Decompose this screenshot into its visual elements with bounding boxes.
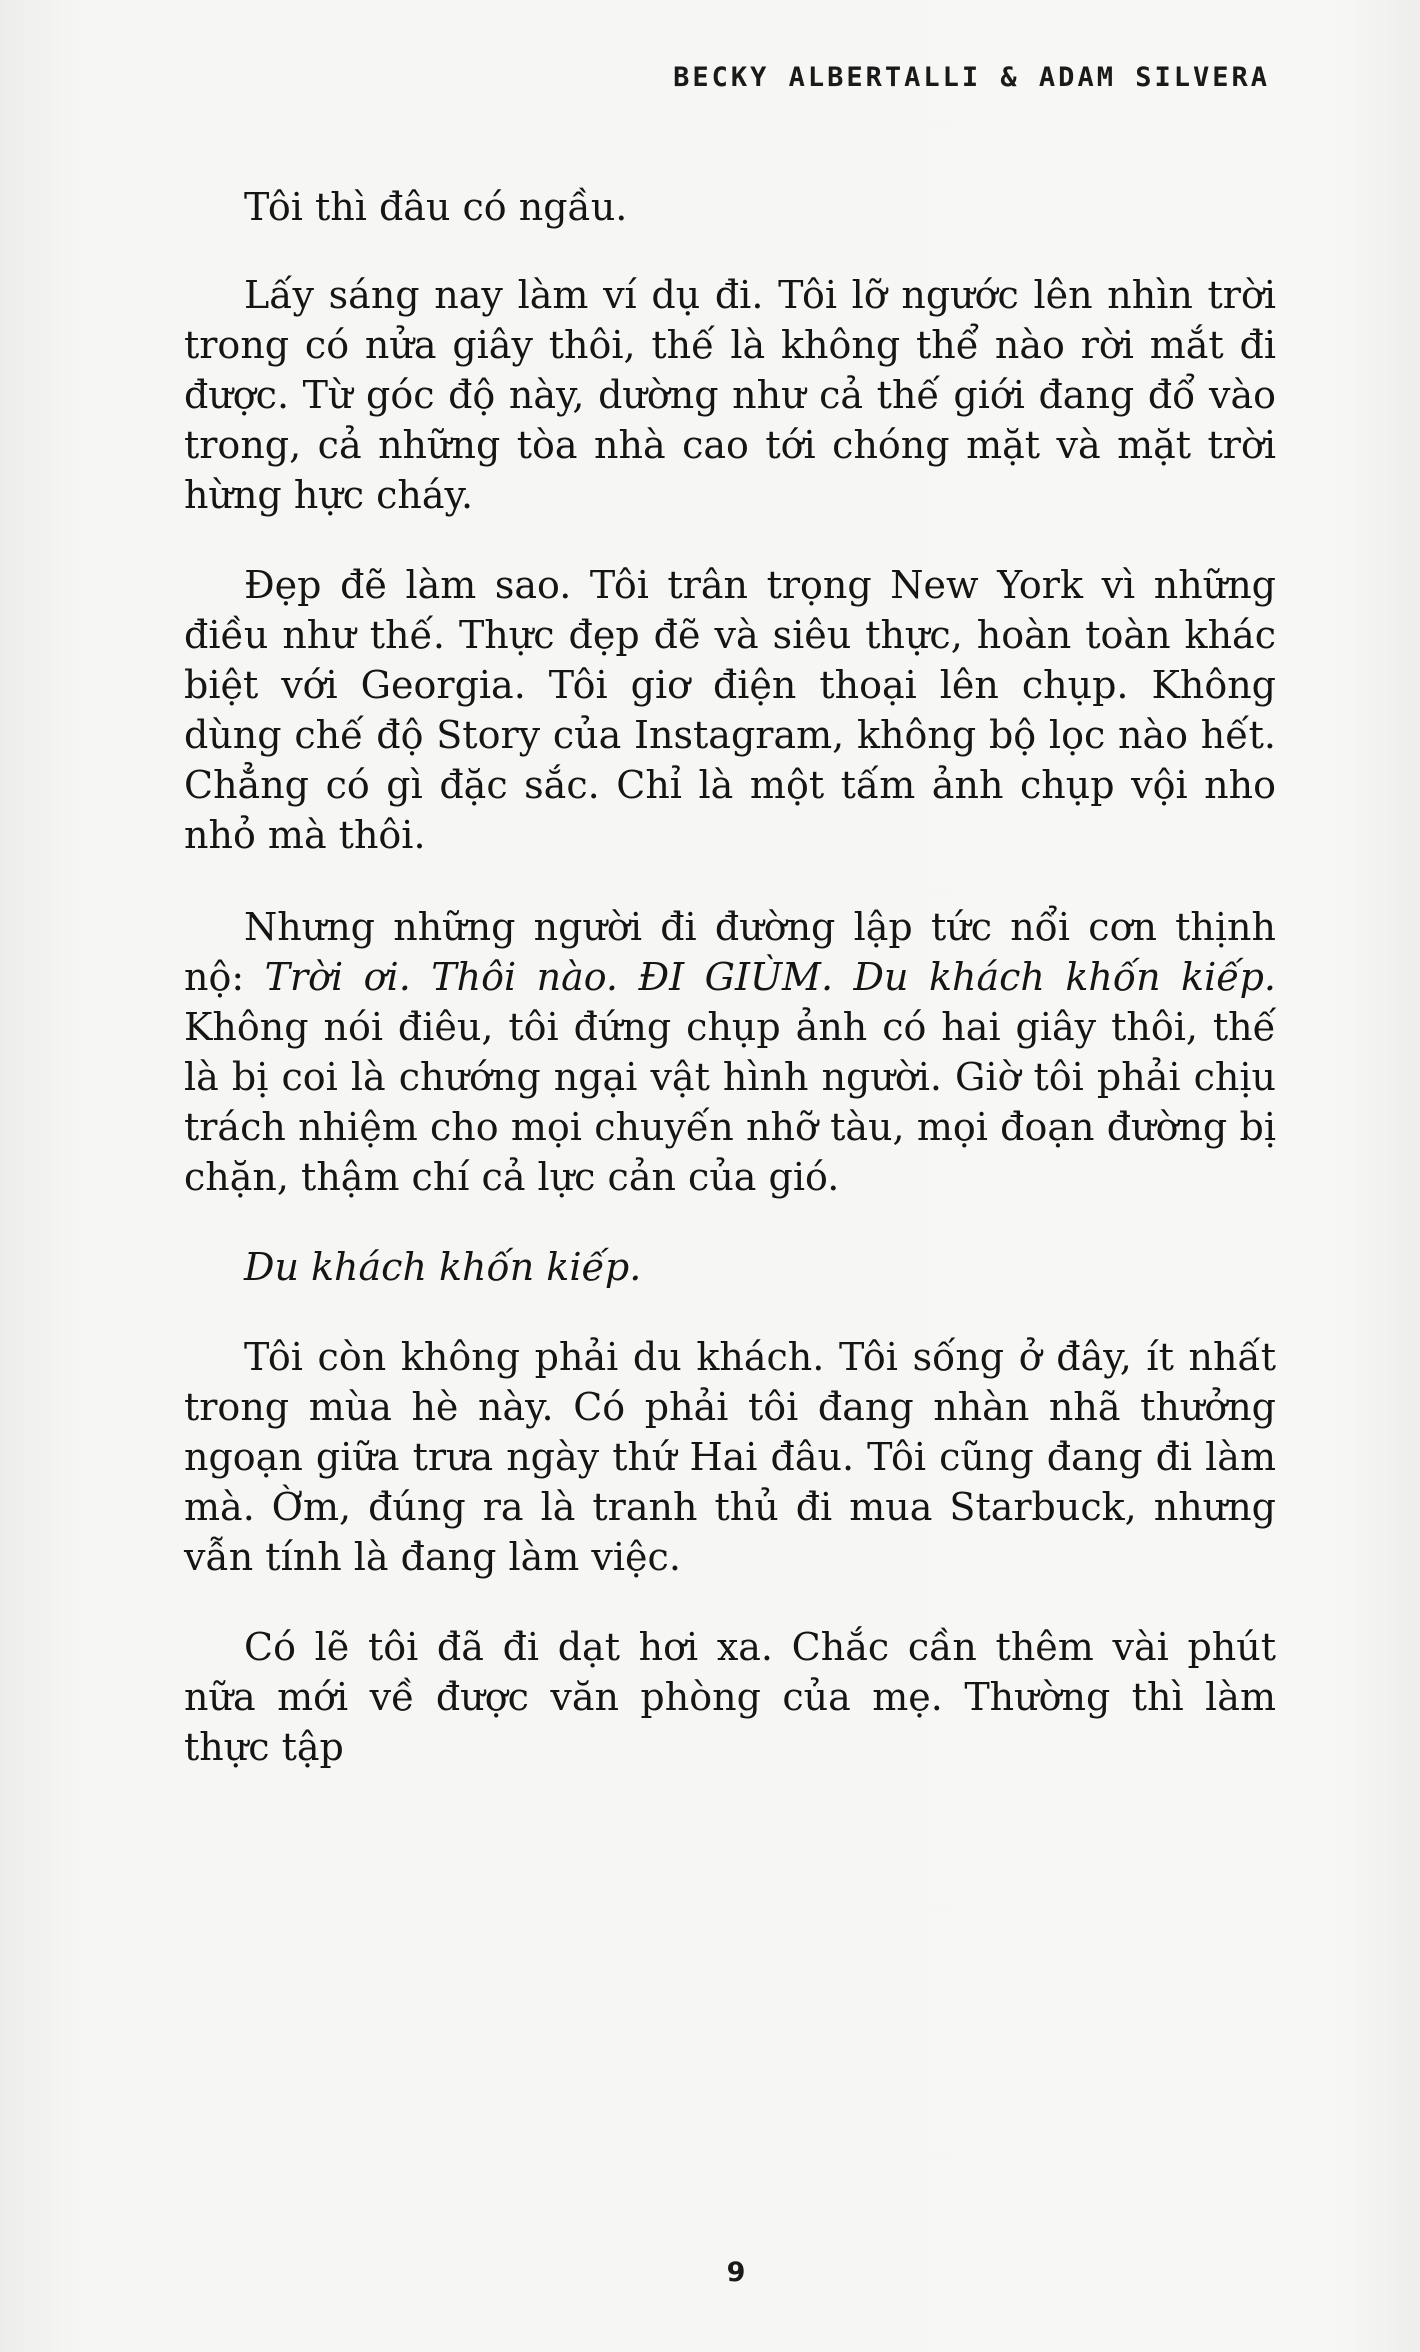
paragraph-3: Đẹp đẽ làm sao. Tôi trân trọng New York vì những điều như thế. Thực đẹp đẽ và siêu thực, hoàn toàn khác biệt với Georgia. Tôi giơ điện thoại lên chụp. Không dùng chế độ Story của Instagram, không bộ lọc nào hết. Chẳng có gì đặc sắc. Chỉ là một tấm ảnh chụp vội nho nhỏ mà thôi. <box>184 563 1276 857</box>
page-number: 9 <box>726 2257 746 2288</box>
paragraph-4-italic: Trời ơi. Thôi nào. ĐI GIÙM. Du khách khốn kiếp. <box>264 955 1277 999</box>
body-text <box>184 182 1276 1812</box>
paragraph-1: Tôi thì đâu có ngầu. <box>244 185 628 229</box>
paragraph-2: Lấy sáng nay làm ví dụ đi. Tôi lỡ ngước lên nhìn trời trong có nửa giây thôi, thế là không thể nào rời mắt đi được. Từ góc độ này, dường như cả thế giới đang đổ vào trong, cả những tòa nhà cao tới chóng mặt và mặt trời hừng hực cháy. <box>184 273 1276 517</box>
paragraph-6: Tôi còn không phải du khách. Tôi sống ở đây, ít nhất trong mùa hè này. Có phải tôi đang nhàn nhã thưởng ngoạn giữa trưa ngày thứ Hai đâu. Tôi cũng đang đi làm mà. Ờm, đúng ra là tranh thủ đi mua Starbuck, nhưng vẫn tính là đang làm việc. <box>184 1335 1276 1579</box>
paragraph-7: Có lẽ tôi đã đi dạt hơi xa. Chắc cần thêm vài phút nữa mới về được văn phòng của mẹ. Thường thì làm thực tập <box>184 1625 1276 1769</box>
running-head: BECKY ALBERTALLI & ADAM SILVERA <box>673 62 1270 93</box>
paragraph-5-italic: Du khách khốn kiếp. <box>244 1245 642 1289</box>
paragraph-4-lead: Nhưng những người đi đường lập tức nổi cơn thịnh nộ: <box>184 905 1276 999</box>
paragraph-4 <box>184 902 1276 1202</box>
paragraph-4-rest: Không nói điêu, tôi đứng chụp ảnh có hai giây thôi, thế là bị coi là chướng ngại vật hình người. Giờ tôi phải chịu trách nhiệm cho mọi chuyến nhỡ tàu, mọi đoạn đường bị chặn, thậm chí cả lực cản của gió. <box>184 1005 1276 1199</box>
